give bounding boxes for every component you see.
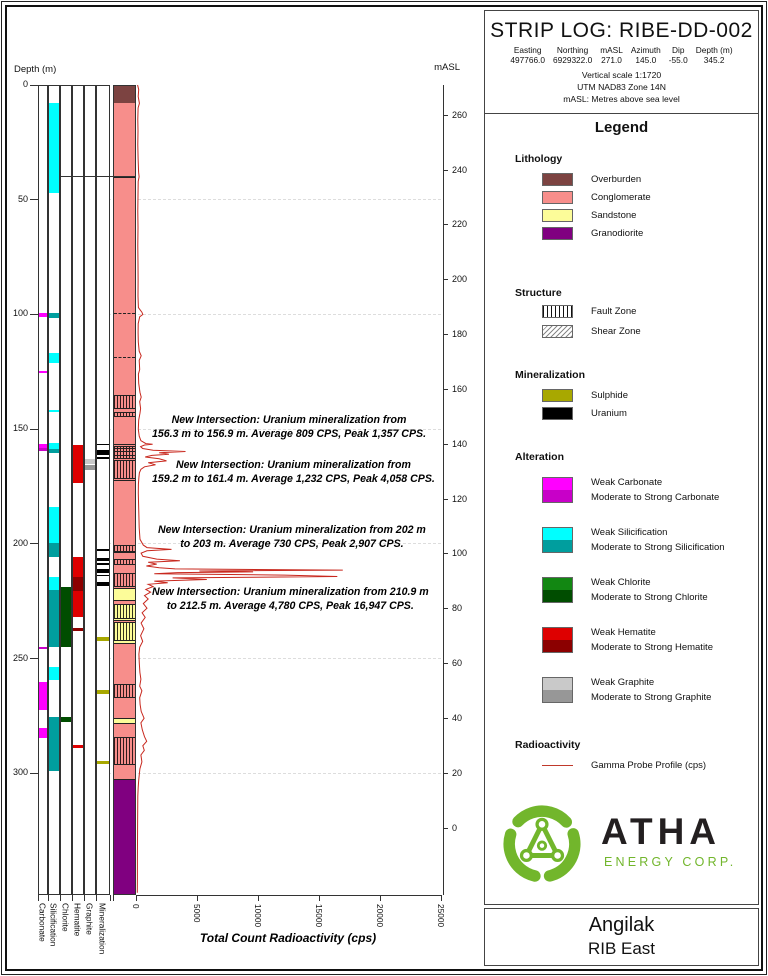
masl-tick-label: 160: [452, 383, 468, 394]
annotation-line: New Intersection: Uranium mineralization from: [176, 459, 411, 471]
hematite-weak-interval: [73, 591, 83, 617]
casing-depth-line: [60, 176, 136, 177]
metadata-field-value: 145.0: [635, 55, 657, 65]
uranium-interval: [97, 575, 109, 577]
masl-tick-label: 20: [452, 767, 463, 778]
silicification-strong-interval: [49, 717, 59, 771]
silicification-weak-interval: [49, 410, 59, 412]
lithology-conglomerate: [114, 103, 135, 779]
masl-tick-label: 260: [452, 109, 468, 120]
legend-item-label: Weak Silicification: [591, 527, 668, 538]
column-boundary-tick: [60, 895, 61, 901]
masl-tick-label: 220: [452, 219, 468, 230]
uranium-interval: [97, 558, 109, 561]
legend-item-label: Weak Graphite: [591, 677, 655, 688]
legend-swatch: [542, 209, 573, 222]
legend-swatch: [542, 325, 573, 338]
graphite-strong-interval: [85, 465, 95, 470]
column-label-graphite: Graphite: [84, 903, 95, 935]
lithology-overburden: [114, 85, 135, 103]
uranium-interval: [97, 563, 109, 565]
fault-zone: [114, 604, 135, 619]
carbonate-strong-interval: [39, 448, 47, 450]
radioactivity-tick-mark: [258, 895, 259, 901]
masl-tick-mark: [443, 389, 448, 390]
legend-item-label: Weak Carbonate: [591, 477, 663, 488]
lithology-contact-line: [114, 643, 135, 644]
fault-zone: [114, 545, 135, 552]
column-graphite: [84, 85, 96, 895]
legend-title: Legend: [594, 119, 649, 136]
silicification-strong-interval: [49, 590, 59, 647]
annotation-line: 156.3 m to 156.9 m. Average 809 CPS, Peak 1,357 CPS.: [152, 427, 427, 440]
lithology-contact-line: [114, 779, 135, 780]
legend-swatch-weak: [542, 627, 573, 640]
project-footer: [484, 908, 759, 966]
radioactivity-tick-label: 5000: [192, 904, 202, 923]
annotation-line: New Intersection: Uranium mineralization from 202 m: [158, 524, 426, 536]
metadata-field: [549, 45, 596, 65]
legend-item-label: Weak Chlorite: [591, 577, 651, 588]
silicification-weak-interval: [49, 353, 59, 362]
column-hematite: [72, 85, 84, 895]
radioactivity-tick-mark: [441, 895, 442, 901]
silicification-weak-interval: [49, 103, 59, 192]
depth-tick-mark: [30, 314, 38, 315]
legend-item-label: Sulphide: [591, 390, 628, 401]
masl-tick-label: 240: [452, 164, 468, 175]
carbonate-weak-interval: [39, 371, 47, 373]
legend-item-label: Overburden: [591, 174, 642, 185]
masl-tick-label: 120: [452, 493, 468, 504]
silicification-weak-interval: [49, 577, 59, 590]
masl-tick-mark: [443, 553, 448, 554]
radioactivity-tick-label: 0: [131, 904, 141, 909]
hematite-strong-interval: [73, 628, 83, 631]
lithology-contact-line: [114, 448, 135, 449]
uranium-interval: [97, 457, 109, 459]
legend-item-label: Moderate to Strong Chlorite: [591, 592, 708, 603]
masl-tick-label: 0: [452, 822, 458, 833]
masl-tick-mark: [443, 444, 448, 445]
annotation-line: to 203 m. Average 730 CPS, Peak 2,907 CPS.: [180, 537, 404, 550]
legend-swatch: [542, 389, 573, 402]
silicification-strong-interval: [49, 313, 59, 318]
carbonate-weak-interval: [39, 313, 47, 318]
silicification-strong-interval: [49, 449, 59, 453]
masl-tick-mark: [443, 828, 448, 829]
radioactivity-tick-mark: [136, 895, 137, 901]
legend-item-label: Moderate to Strong Graphite: [591, 692, 712, 703]
carbonate-weak-interval: [39, 728, 47, 738]
radioactivity-tick-label: 20000: [375, 904, 385, 928]
masl-tick-label: 60: [452, 658, 463, 669]
column-chlorite: [60, 85, 72, 895]
uranium-interval: [97, 450, 109, 455]
uranium-interval: [97, 569, 109, 573]
column-lithology: [113, 85, 136, 895]
fault-zone: [114, 395, 135, 410]
intersection-annotation-2: [152, 459, 435, 487]
depth-tick-label: 100: [12, 308, 28, 319]
legend-item-label: Weak Hematite: [591, 627, 656, 638]
fault-zone: [114, 559, 135, 565]
legend-swatch-strong: [542, 590, 573, 603]
metadata-field: [506, 45, 549, 65]
legend-swatch-weak: [542, 527, 573, 540]
depth-tick-label: 200: [12, 537, 28, 548]
fault-zone: [114, 412, 135, 418]
metadata-field: [596, 45, 627, 65]
hole-title: STRIP LOG: RIBE-DD-002: [490, 19, 753, 42]
masl-tick-label: 140: [452, 438, 468, 449]
metadata-field-value: -55.0: [668, 55, 688, 65]
lithology-contact-line: [114, 723, 135, 724]
depth-tick-mark: [30, 85, 38, 86]
legend-swatch-strong: [542, 490, 573, 503]
column-boundary-tick: [96, 895, 97, 901]
radioactivity-axis-title: Total Count Radioactivity (cps): [199, 931, 377, 945]
depth-tick-mark: [30, 543, 38, 544]
project-area: RIB East: [587, 939, 656, 958]
depth-tick-label: 250: [12, 652, 28, 663]
depth-tick-mark: [30, 199, 38, 200]
graphite-weak-interval: [85, 459, 95, 464]
legend-swatch: [542, 173, 573, 186]
title-block: [485, 11, 758, 114]
legend-item-label: Gamma Probe Profile (cps): [591, 760, 707, 771]
depth-tick-label: 300: [12, 767, 28, 778]
depth-tick-mark: [30, 658, 38, 659]
radioactivity-tick-mark: [380, 895, 381, 901]
gamma-line-swatch: [542, 765, 573, 766]
legend-item-label: Sandstone: [591, 210, 637, 221]
silicification-strong-interval: [49, 543, 59, 557]
annotation-line: New Intersection: Uranium mineralization from 210.9 m: [152, 586, 429, 598]
column-label-chlorite: Chlorite: [60, 903, 71, 932]
lithology-contact-line: [114, 313, 135, 314]
lithology-contact-line: [114, 444, 135, 445]
lithology-sandstone: [114, 588, 135, 600]
logo-company-sub: ENERGY CORP.: [604, 855, 737, 869]
metadata-field-label: Dip: [672, 45, 685, 55]
info-panel: [484, 10, 759, 905]
uranium-interval: [97, 582, 109, 586]
legend-swatch-strong: [542, 690, 573, 703]
masl-tick-mark: [443, 115, 448, 116]
lithology-contact-line: [114, 552, 135, 553]
metadata-field-value: 6929322.0: [552, 55, 593, 65]
depth-axis-title: Depth (m): [14, 64, 57, 75]
legend-item-label: Uranium: [591, 408, 627, 419]
depth-tick-mark: [30, 773, 38, 774]
carbonate-weak-interval: [39, 682, 47, 710]
metadata-field-label: Easting: [513, 45, 542, 55]
uranium-interval: [97, 444, 109, 445]
scale-note-line: Vertical scale 1:1720: [581, 70, 662, 80]
legend-item-label: Fault Zone: [591, 306, 637, 317]
masl-tick-mark: [443, 224, 448, 225]
atha-logo: [501, 803, 741, 895]
depth-tick-label: 50: [17, 193, 28, 204]
legend-item-label: Conglomerate: [591, 192, 651, 203]
radioactivity-tick-label: 25000: [436, 904, 446, 928]
hematite-strong-interval: [73, 577, 83, 591]
radioactivity-tick-label: 15000: [314, 904, 324, 928]
metadata-field: [692, 45, 737, 65]
legend-swatch-weak: [542, 577, 573, 590]
metadata-field: [627, 45, 665, 65]
hematite-weak-interval: [73, 557, 83, 578]
masl-tick-mark: [443, 608, 448, 609]
legend-swatch-strong: [542, 540, 573, 553]
column-label-mineralization: Mineralization: [97, 903, 108, 955]
depth-tick-mark: [30, 429, 38, 430]
lithology-contact-line: [114, 451, 135, 452]
metadata-field-label: Azimuth: [630, 45, 661, 55]
masl-tick-mark: [443, 773, 448, 774]
lithology-contact-line: [114, 480, 135, 481]
intersection-annotation-1: [152, 414, 426, 442]
masl-tick-label: 80: [452, 603, 463, 614]
fault-zone: [114, 737, 135, 766]
legend-section-alteration: Alteration: [515, 451, 565, 463]
masl-axis-title: mASL: [434, 62, 460, 73]
legend-section-mineralization: Mineralization: [515, 369, 586, 381]
metadata-field-value: 497766.0: [510, 55, 545, 65]
column-silicification: [48, 85, 60, 895]
legend-item-label: Moderate to Strong Hematite: [591, 642, 713, 653]
legend-item-label: Shear Zone: [591, 326, 641, 337]
annotation-line: to 212.5 m. Average 4,780 CPS, Peak 16,947 CPS.: [166, 599, 414, 612]
hematite-weak-interval: [73, 745, 83, 748]
atha-logo-icon: [501, 803, 583, 885]
column-carbonate: [38, 85, 48, 895]
annotation-line: New Intersection: Uranium mineralization from: [171, 414, 407, 426]
silicification-weak-interval: [49, 667, 59, 681]
masl-tick-mark: [443, 279, 448, 280]
annotation-line: 159.2 m to 161.4 m. Average 1,232 CPS, Peak 4,058 CPS.: [152, 472, 435, 485]
masl-tick-mark: [443, 170, 448, 171]
hole-metadata-table: [485, 45, 758, 65]
chlorite-strong-interval: [61, 587, 71, 647]
metadata-field-label: Depth (m): [695, 45, 733, 55]
sulphide-interval: [97, 761, 109, 764]
column-boundary-tick: [110, 895, 111, 901]
metadata-field-label: mASL: [600, 45, 623, 55]
column-boundary-tick: [84, 895, 85, 901]
legend-section-radioactivity: Radioactivity: [515, 739, 581, 751]
lithology-contact-line: [114, 588, 135, 589]
legend-item-label: Granodiorite: [591, 228, 644, 239]
legend-swatch: [542, 227, 573, 240]
depth-tick-label: 0: [22, 79, 28, 89]
column-boundary-tick: [113, 895, 114, 901]
fault-zone: [114, 684, 135, 698]
column-label-carbonate: Carbonate: [37, 903, 48, 942]
scale-note-line: UTM NAD83 Zone 14N: [577, 82, 666, 93]
legend-swatch: [542, 407, 573, 420]
scale-notes: [485, 69, 758, 105]
lithology-contact-line: [114, 718, 135, 719]
fault-zone: [114, 460, 135, 479]
uranium-interval: [97, 549, 109, 551]
lithology-contact-line: [114, 620, 135, 621]
column-boundary-tick: [72, 895, 73, 901]
masl-tick-label: 100: [452, 548, 468, 559]
intersection-annotation-3: [158, 524, 426, 552]
legend-section-lithology: Lithology: [515, 153, 563, 165]
chlorite-strong-interval: [61, 717, 71, 722]
legend-swatch: [542, 191, 573, 204]
scale-note-line: mASL: Metres above sea level: [563, 94, 680, 105]
legend-section-structure: Structure: [515, 287, 562, 299]
masl-tick-label: 180: [452, 329, 468, 340]
legend-swatch: [542, 305, 573, 318]
sulphide-interval: [97, 690, 109, 694]
masl-tick-mark: [443, 663, 448, 664]
radioactivity-tick-label: 10000: [253, 904, 263, 928]
lithology-contact-line: [114, 455, 135, 456]
masl-tick-mark: [443, 718, 448, 719]
column-boundary-tick: [38, 895, 39, 901]
lithology-contact-line: [114, 604, 135, 605]
lithology-granodiorite: [114, 779, 135, 895]
radioactivity-axis-line: [136, 895, 441, 896]
masl-tick-mark: [443, 334, 448, 335]
logo-company-name: ATHA: [601, 811, 722, 852]
radioactivity-tick-mark: [319, 895, 320, 901]
column-label-hematite: Hematite: [72, 903, 83, 937]
column-boundary-tick: [48, 895, 49, 901]
silicification-weak-interval: [49, 507, 59, 543]
metadata-field-value: 345.2: [703, 55, 725, 65]
lithology-contact-line: [114, 357, 135, 358]
column-label-silicification: Silicification: [48, 903, 59, 947]
fault-zone: [114, 573, 135, 587]
legend-swatch-weak: [542, 677, 573, 690]
masl-tick-label: 40: [452, 712, 463, 723]
column-mineralization: [96, 85, 110, 895]
radioactivity-tick-mark: [197, 895, 198, 901]
project-name: Angilak: [588, 914, 655, 936]
masl-tick-label: 200: [452, 274, 468, 285]
legend-swatch-weak: [542, 477, 573, 490]
depth-tick-label: 150: [12, 423, 28, 434]
legend-item-label: Moderate to Strong Silicification: [591, 542, 725, 553]
legend-item-label: Moderate to Strong Carbonate: [591, 492, 720, 503]
legend-swatch-strong: [542, 640, 573, 653]
metadata-field: [665, 45, 692, 65]
masl-tick-mark: [443, 499, 448, 500]
metadata-field-value: 271.0: [601, 55, 622, 65]
carbonate-strong-interval: [39, 647, 47, 649]
hematite-weak-interval: [73, 445, 83, 483]
fault-zone: [114, 622, 135, 641]
lithology-contact-line: [114, 600, 135, 601]
intersection-annotation-4: [152, 586, 429, 614]
metadata-field-label: Northing: [556, 45, 589, 55]
sulphide-interval: [97, 637, 109, 641]
